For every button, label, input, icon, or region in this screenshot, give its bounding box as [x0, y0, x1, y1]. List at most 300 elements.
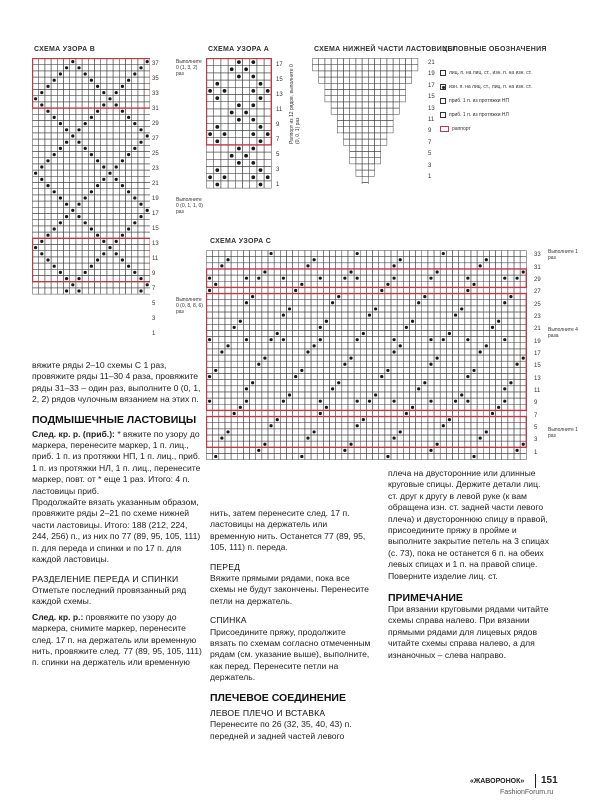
stitch-cell	[138, 195, 144, 201]
purl-dot	[479, 436, 482, 439]
stitch-cell	[428, 367, 434, 373]
stitch-cell	[453, 423, 459, 429]
purl-dot	[259, 168, 263, 172]
stitch-cell	[280, 435, 286, 441]
stitch-cell	[305, 392, 311, 398]
stitch-cell	[362, 71, 368, 77]
stitch-cell	[336, 453, 342, 459]
stitch-cell	[243, 269, 249, 275]
stitch-cell	[221, 138, 228, 145]
stitch-cell	[354, 306, 360, 312]
stitch-cell	[348, 251, 354, 257]
stitch-cell	[107, 121, 113, 127]
stitch-cell	[64, 263, 70, 269]
stitch-cell	[477, 380, 483, 386]
stitch-cell	[373, 281, 379, 287]
stitch-cell	[502, 380, 508, 386]
stitch-cell	[375, 114, 381, 120]
stitch-cell	[373, 361, 379, 367]
stitch-cell	[243, 181, 250, 188]
stitch-cell	[508, 361, 514, 367]
purl-dot	[226, 430, 229, 433]
stitch-cell	[323, 275, 329, 281]
stitch-cell	[391, 287, 397, 293]
stitch-cell	[483, 447, 489, 453]
stitch-cell	[409, 312, 415, 318]
stitch-cell	[70, 65, 76, 71]
stitch-cell	[243, 95, 250, 102]
stitch-cell	[330, 441, 336, 447]
stitch-cell	[219, 361, 225, 367]
stitch-cell	[520, 398, 526, 404]
stitch-cell	[95, 214, 101, 220]
stitch-cell	[264, 109, 271, 116]
stitch-cell	[107, 276, 113, 282]
stitch-cell	[483, 269, 489, 275]
stitch-cell	[225, 417, 231, 423]
purl-dot	[46, 110, 49, 113]
stitch-cell	[237, 355, 243, 361]
stitch-cell	[368, 102, 374, 108]
row-number: 19	[534, 338, 541, 345]
stitch-cell	[496, 281, 502, 287]
stitch-cell	[221, 59, 228, 66]
stitch-cell	[354, 343, 360, 349]
stitch-cell	[113, 263, 119, 269]
stitch-cell	[434, 337, 440, 343]
purl-dot	[233, 326, 236, 329]
stitch-cell	[459, 343, 465, 349]
purl-dot	[77, 215, 80, 218]
stitch-cell	[453, 441, 459, 447]
stitch-cell	[219, 306, 225, 312]
stitch-cell	[231, 318, 237, 324]
stitch-cell	[397, 337, 403, 343]
stitch-cell	[101, 139, 107, 145]
stitch-cell	[299, 417, 305, 423]
stitch-cell	[237, 447, 243, 453]
stitch-cell	[366, 374, 372, 380]
stitch-cell	[126, 238, 132, 244]
stitch-cell	[520, 275, 526, 281]
stitch-cell	[207, 263, 213, 269]
stitch-cell	[403, 441, 409, 447]
stitch-cell	[33, 145, 39, 151]
stitch-cell	[39, 245, 45, 251]
stitch-cell	[366, 294, 372, 300]
stitch-cell	[360, 453, 366, 459]
stitch-cell	[235, 152, 242, 159]
stitch-cell	[280, 343, 286, 349]
stitch-cell	[422, 312, 428, 318]
stitch-cell	[520, 318, 526, 324]
row-number: 33	[534, 252, 541, 259]
stitch-cell	[348, 380, 354, 386]
stitch-cell	[379, 257, 385, 263]
stitch-cell	[299, 441, 305, 447]
stitch-cell	[502, 263, 508, 269]
stitch-cell	[256, 337, 262, 343]
stitch-cell	[82, 65, 88, 71]
purl-dot	[460, 307, 463, 310]
stitch-cell	[107, 251, 113, 257]
stitch-cell	[293, 453, 299, 459]
stitch-cell	[225, 380, 231, 386]
stitch-cell	[274, 324, 280, 330]
stitch-cell	[207, 116, 214, 123]
stitch-cell	[299, 423, 305, 429]
row-number: 33	[152, 91, 159, 98]
stitch-cell	[520, 367, 526, 373]
stitch-cell	[262, 435, 268, 441]
stitch-cell	[57, 139, 63, 145]
purl-dot	[208, 338, 211, 341]
stitch-cell	[256, 294, 262, 300]
stitch-cell	[113, 71, 119, 77]
stitch-cell	[360, 349, 366, 355]
purl-dot	[266, 89, 270, 93]
stitch-cell	[508, 447, 514, 453]
stitch-cell	[440, 343, 446, 349]
heading-front: ПЕРЕД	[210, 561, 241, 572]
stitch-cell	[331, 59, 337, 65]
stitch-cell	[305, 287, 311, 293]
stitch-cell	[428, 251, 434, 257]
stitch-cell	[88, 207, 94, 213]
col2-p2: Вяжите прямыми рядами, пока все схемы не будут закончены. Перенесите петли на держатель.	[210, 573, 369, 606]
stitch-cell	[360, 337, 366, 343]
stitch-cell	[262, 275, 268, 281]
stitch-cell	[39, 96, 45, 102]
purl-dot	[102, 178, 105, 181]
stitch-cell	[237, 257, 243, 263]
stitch-cell	[101, 158, 107, 164]
purl-dot	[306, 264, 309, 267]
stitch-cell	[397, 423, 403, 429]
purl-dot	[237, 147, 241, 151]
stitch-cell	[342, 410, 348, 416]
stitch-cell	[299, 263, 305, 269]
row-number: 5	[276, 152, 280, 159]
stitch-cell	[228, 59, 235, 66]
stitch-cell	[373, 275, 379, 281]
stitch-cell	[317, 417, 323, 423]
stitch-cell	[82, 257, 88, 263]
stitch-cell	[33, 102, 39, 108]
stitch-cell	[323, 287, 329, 293]
purl-dot	[429, 363, 432, 366]
stitch-cell	[88, 220, 94, 226]
stitch-cell	[514, 441, 520, 447]
stitch-cell	[293, 251, 299, 257]
stitch-cell	[113, 189, 119, 195]
stitch-cell	[317, 386, 323, 392]
stitch-cell	[385, 275, 391, 281]
stitch-cell	[496, 386, 502, 392]
stitch-cell	[331, 83, 337, 89]
stitch-cell	[385, 386, 391, 392]
stitch-cell	[262, 324, 268, 330]
stitch-cell	[373, 287, 379, 293]
stitch-cell	[403, 398, 409, 404]
stitch-cell	[264, 159, 271, 166]
stitch-cell	[305, 294, 311, 300]
stitch-cell	[221, 167, 228, 174]
stitch-cell	[323, 441, 329, 447]
stitch-cell	[440, 312, 446, 318]
stitch-cell	[268, 441, 274, 447]
stitch-cell	[477, 423, 483, 429]
stitch-cell	[428, 324, 434, 330]
stitch-cell	[119, 201, 125, 207]
purl-dot	[349, 443, 352, 446]
stitch-cell	[305, 318, 311, 324]
stitch-cell	[250, 417, 256, 423]
stitch-cell	[373, 374, 379, 380]
stitch-cell	[207, 417, 213, 423]
stitch-cell	[350, 139, 356, 145]
stitch-cell	[344, 121, 350, 127]
stitch-cell	[496, 361, 502, 367]
stitch-cell	[264, 145, 271, 152]
stitch-cell	[101, 71, 107, 77]
stitch-cell	[299, 287, 305, 293]
stitch-cell	[228, 87, 235, 94]
stitch-cell	[520, 343, 526, 349]
stitch-cell	[397, 318, 403, 324]
stitch-cell	[119, 152, 125, 158]
stitch-cell	[76, 195, 82, 201]
stitch-cell	[231, 337, 237, 343]
stitch-cell	[342, 312, 348, 318]
stitch-cell	[471, 361, 477, 367]
stitch-cell	[434, 275, 440, 281]
stitch-cell	[213, 429, 219, 435]
stitch-cell	[64, 158, 70, 164]
stitch-cell	[70, 220, 76, 226]
purl-dot	[466, 338, 469, 341]
stitch-cell	[119, 59, 125, 65]
stitch-cell	[207, 159, 214, 166]
stitch-cell	[360, 300, 366, 306]
stitch-cell	[440, 367, 446, 373]
stitch-cell	[336, 257, 342, 263]
stitch-cell	[520, 392, 526, 398]
stitch-cell	[330, 417, 336, 423]
stitch-cell	[95, 195, 101, 201]
stitch-cell	[440, 441, 446, 447]
stitch-cell	[391, 392, 397, 398]
stitch-cell	[231, 429, 237, 435]
legend-title: УСЛОВНЫЕ ОБОЗНАЧЕНИЯ	[443, 46, 547, 53]
stitch-cell	[391, 429, 397, 435]
stitch-cell	[362, 139, 368, 145]
stitch-cell	[286, 355, 292, 361]
purl-dot	[71, 283, 74, 286]
stitch-cell	[368, 152, 374, 158]
purl-dot	[84, 271, 87, 274]
stitch-cell	[381, 121, 387, 127]
stitch-cell	[45, 152, 51, 158]
stitch-cell	[268, 361, 274, 367]
row-number: 23	[152, 166, 159, 173]
stitch-cell	[368, 121, 374, 127]
stitch-cell	[362, 96, 368, 102]
stitch-cell	[375, 77, 381, 83]
stitch-cell	[385, 312, 391, 318]
stitch-cell	[336, 251, 342, 257]
stitch-cell	[286, 435, 292, 441]
stitch-cell	[344, 139, 350, 145]
stitch-cell	[70, 127, 76, 133]
stitch-cell	[305, 367, 311, 373]
stitch-cell	[132, 226, 138, 232]
stitch-cell	[373, 367, 379, 373]
purl-dot	[65, 203, 68, 206]
stitch-cell	[95, 102, 101, 108]
purl-dot	[319, 326, 322, 329]
stitch-cell	[496, 392, 502, 398]
stitch-cell	[64, 183, 70, 189]
stitch-cell	[514, 355, 520, 361]
row-number: 9	[276, 122, 280, 128]
stitch-cell	[132, 257, 138, 263]
stitch-cell	[107, 220, 113, 226]
purl-dot	[230, 111, 234, 115]
stitch-cell	[280, 417, 286, 423]
stitch-cell	[360, 361, 366, 367]
stitch-cell	[362, 65, 368, 71]
stitch-cell	[362, 176, 368, 182]
row-number: 37	[152, 61, 159, 68]
stitch-cell	[483, 294, 489, 300]
purl-dot	[337, 295, 340, 298]
stitch-cell	[286, 374, 292, 380]
stitch-cell	[95, 96, 101, 102]
stitch-cell	[350, 59, 356, 65]
stitch-cell	[348, 423, 354, 429]
stitch-cell	[356, 164, 362, 170]
stitch-cell	[76, 164, 82, 170]
stitch-cell	[231, 330, 237, 336]
stitch-cell	[342, 324, 348, 330]
stitch-cell	[235, 167, 242, 174]
stitch-cell	[403, 337, 409, 343]
stitch-cell	[446, 398, 452, 404]
stitch-cell	[428, 263, 434, 269]
stitch-cell	[225, 367, 231, 373]
stitch-cell	[393, 77, 399, 83]
stitch-cell	[337, 114, 343, 120]
row-number: 3	[428, 162, 432, 169]
stitch-cell	[305, 374, 311, 380]
legend-item-repeat: раппорт	[440, 126, 471, 132]
stitch-cell	[368, 133, 374, 139]
stitch-cell	[280, 349, 286, 355]
stitch-cell	[235, 109, 242, 116]
stitch-cell	[214, 174, 221, 181]
stitch-cell	[520, 251, 526, 257]
purl-dot	[466, 375, 469, 378]
stitch-cell	[375, 133, 381, 139]
stitch-cell	[514, 269, 520, 275]
stitch-cell	[243, 287, 249, 293]
stitch-cell	[305, 355, 311, 361]
stitch-cell	[344, 108, 350, 114]
stitch-cell	[237, 281, 243, 287]
stitch-cell	[101, 145, 107, 151]
stitch-cell	[237, 386, 243, 392]
stitch-cell	[520, 380, 526, 386]
stitch-cell	[126, 232, 132, 238]
stitch-cell	[225, 453, 231, 459]
stitch-cell	[51, 139, 57, 145]
purl-dot	[96, 159, 99, 162]
stitch-cell	[459, 423, 465, 429]
stitch-cell	[508, 281, 514, 287]
stitch-cell	[342, 441, 348, 447]
stitch-cell	[453, 386, 459, 392]
purl-dot	[115, 91, 118, 94]
stitch-cell	[76, 226, 82, 232]
stitch-cell	[88, 251, 94, 257]
stitch-cell	[471, 330, 477, 336]
stitch-cell	[342, 287, 348, 293]
stitch-cell	[213, 300, 219, 306]
stitch-cell	[286, 447, 292, 453]
stitch-cell	[348, 398, 354, 404]
stitch-cell	[299, 318, 305, 324]
stitch-cell	[228, 73, 235, 80]
stitch-cell	[446, 263, 452, 269]
stitch-cell	[403, 386, 409, 392]
stitch-cell	[508, 453, 514, 459]
stitch-cell	[459, 417, 465, 423]
purl-dot	[102, 91, 105, 94]
purl-symbol-icon	[440, 84, 446, 90]
stitch-cell	[440, 361, 446, 367]
stitch-cell	[416, 324, 422, 330]
stitch-cell	[366, 287, 372, 293]
stitch-cell	[366, 386, 372, 392]
stitch-cell	[403, 330, 409, 336]
stitch-cell	[262, 257, 268, 263]
stitch-cell	[344, 65, 350, 71]
stitch-cell	[368, 114, 374, 120]
stitch-cell	[360, 275, 366, 281]
stitch-cell	[207, 66, 214, 73]
pattern-b-note-top: Выполните 0 (1, 3, 2) раз	[176, 59, 202, 77]
purl-dot	[497, 406, 500, 409]
pattern-a-title: СХЕМА УЗОРА A	[208, 46, 270, 53]
stitch-cell	[342, 435, 348, 441]
stitch-cell	[379, 269, 385, 275]
stitch-cell	[350, 77, 356, 83]
stitch-cell	[256, 404, 262, 410]
stitch-cell	[336, 367, 342, 373]
stitch-cell	[483, 423, 489, 429]
stitch-cell	[231, 361, 237, 367]
stitch-cell	[250, 441, 256, 447]
stitch-cell	[51, 133, 57, 139]
stitch-cell	[434, 294, 440, 300]
stitch-cell	[305, 380, 311, 386]
stitch-cell	[225, 386, 231, 392]
stitch-cell	[305, 281, 311, 287]
stitch-cell	[428, 287, 434, 293]
stitch-cell	[207, 102, 214, 109]
stitch-cell	[416, 453, 422, 459]
